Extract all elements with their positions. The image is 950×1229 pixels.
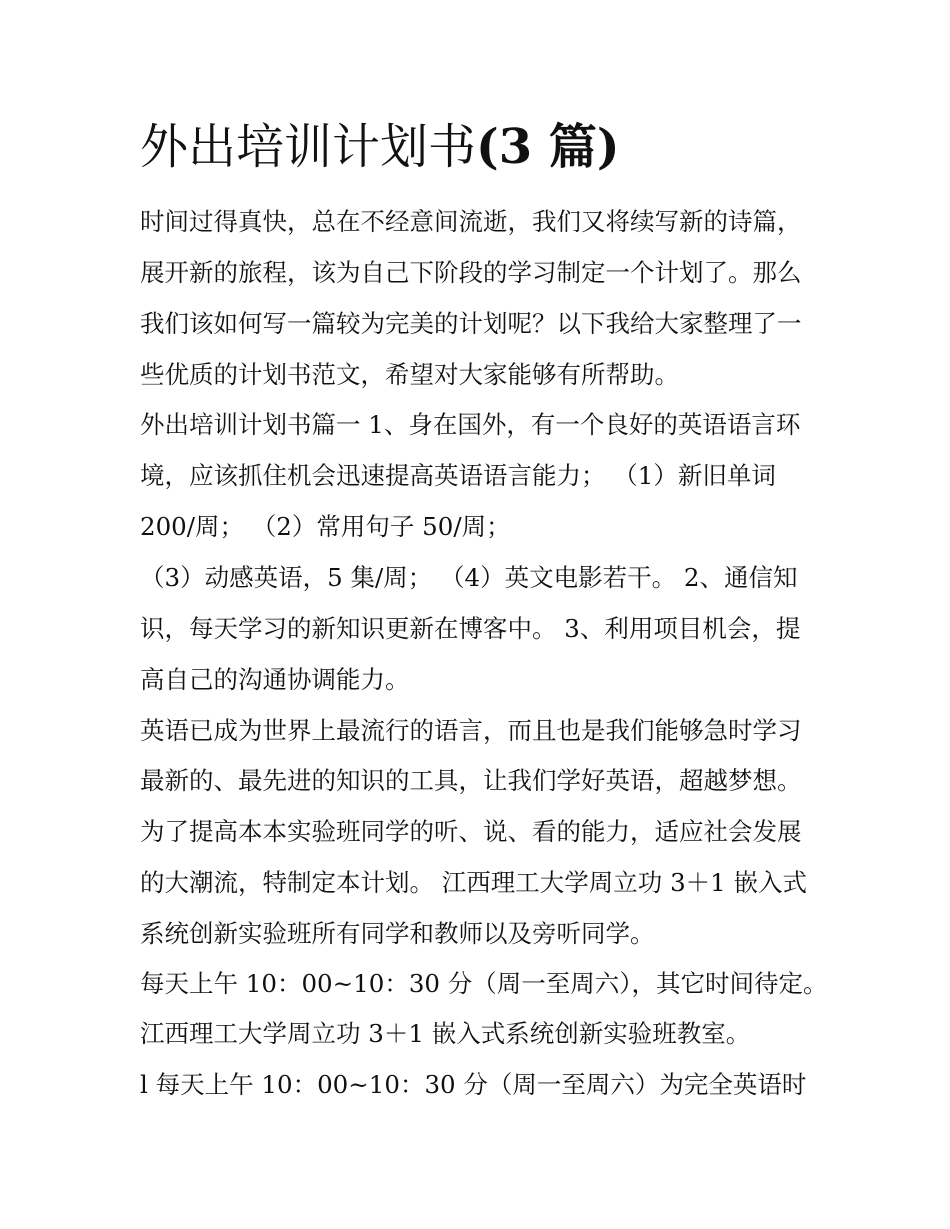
paragraph-line: 的大潮流，特制定本计划。 江西理工大学周立功 3＋1 嵌入式 (140, 868, 808, 897)
paragraph-line: 200/周； （2）常用句子 50/周； (140, 512, 511, 541)
paragraph-line: 时间过得真快，总在不经意间流逝，我们又将续写新的诗篇， (140, 207, 802, 236)
paragraph-line: 展开新的旅程，该为自己下阶段的学习制定一个计划了。那么 (140, 258, 802, 287)
paragraph-line: 系统创新实验班所有同学和教师以及旁听同学。 (140, 919, 655, 948)
paragraph-line: 江西理工大学周立功 3＋1 嵌入式系统创新实验班教室。 (140, 1019, 751, 1048)
paragraph-line: 高自己的沟通协调能力。 (140, 665, 410, 694)
paragraph-line: l 每天上午 10：00~10：30 分（周一至周六）为完全英语时 (140, 1070, 807, 1099)
paragraph-line: 每天上午 10：00~10：30 分（周一至周六），其它时间待定。 (140, 969, 828, 998)
paragraph-line: 英语已成为世界上最流行的语言，而且也是我们能够急时学习 (140, 716, 802, 745)
paragraph-line: 我们该如何写一篇较为完美的计划呢？以下我给大家整理了一 (140, 309, 802, 338)
paragraph-line: 为了提高本本实验班同学的听、说、看的能力，适应社会发展 (140, 817, 802, 846)
document-title (140, 114, 620, 180)
paragraph-line: 些优质的计划书范文，希望对大家能够有所帮助。 (140, 360, 679, 389)
paragraph-line: 境，应该抓住机会迅速提高英语语言能力； （1）新旧单词 (140, 461, 776, 490)
paragraph-line: 外出培训计划书篇一 1、身在国外，有一个良好的英语语言环 (140, 410, 801, 439)
title-suffix: (3 篇) (476, 119, 620, 175)
title-main: 外出培训计划书 (140, 119, 477, 175)
paragraph-line: （3）动感英语，5 集/周； （4）英文电影若干。 2、通信知 (140, 563, 798, 592)
paragraph-line: 最新的、最先进的知识的工具，让我们学好英语，超越梦想。 (140, 766, 802, 795)
paragraph-line: 识，每天学习的新知识更新在博客中。 3、利用项目机会，提 (140, 614, 801, 643)
